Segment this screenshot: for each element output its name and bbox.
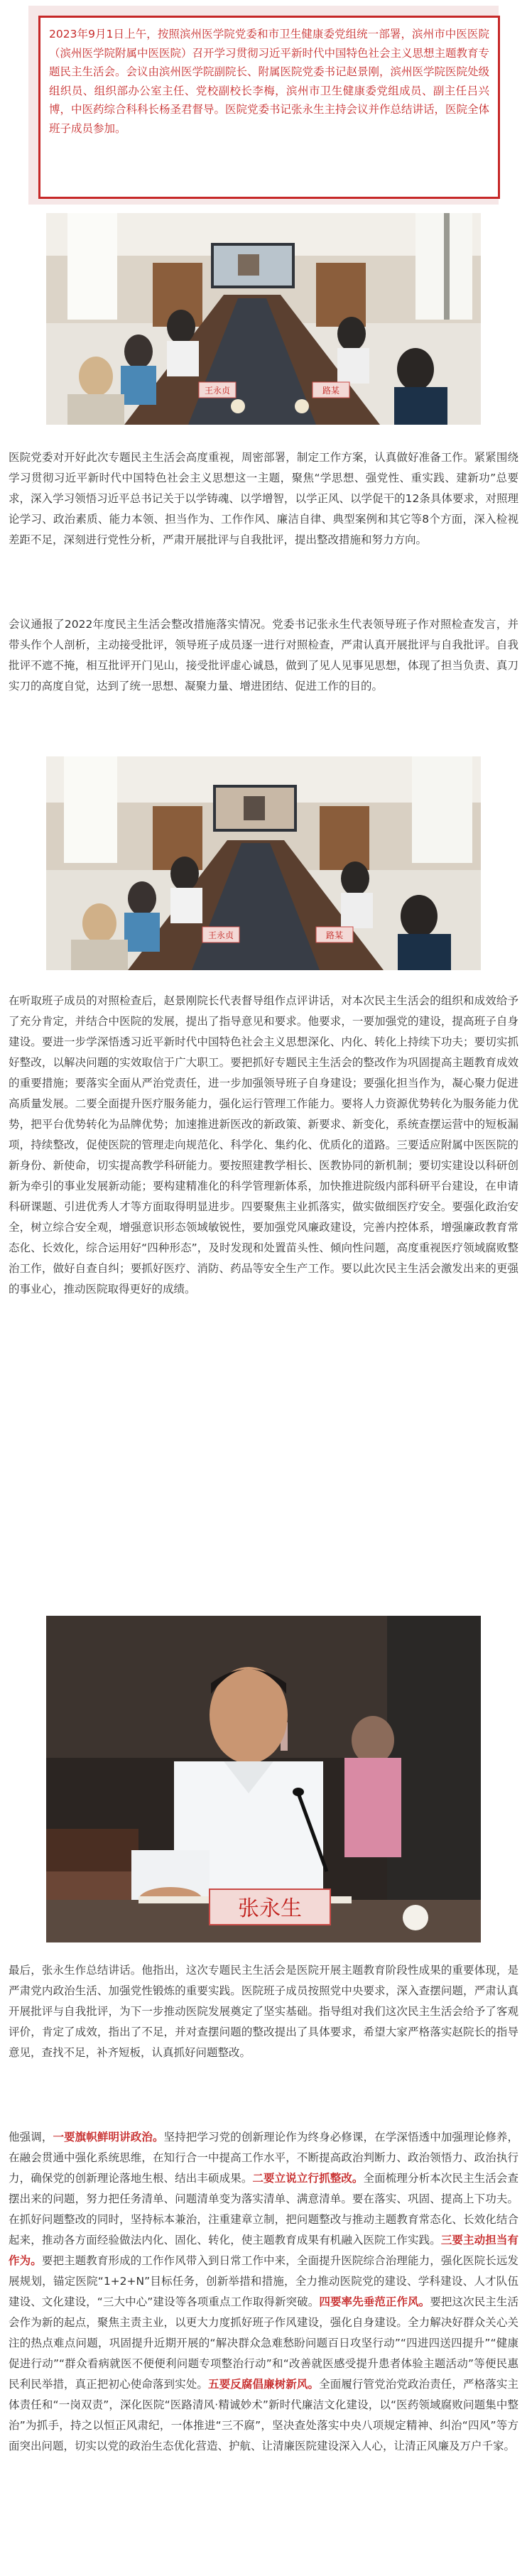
- requirement-2-text: 全面梳理分析本次民主生活会查摆出来的问题，努力把任务清单、问题清单变为落实清单、满意清单。要在落实、巩固、提高上下功夫。在抓好问题整改的同时，坚持标本兼治，注重建章立制，把问题整改与推动主题教育常态化、长效化结合起来，推动各方面经验做法内化、固化、转化，使主题教育成果有机融入医院工作实践。: [9, 2172, 518, 2246]
- requirement-5-title: 五要反腐倡廉树新风。: [207, 2378, 320, 2391]
- intro-box: [38, 16, 500, 199]
- requirement-5-text: 全面履行管党治党政治责任，严格落实主体责任和“一岗双责”，深化医院“医路清风·精诚妙术”新时代廉洁文化建设，以“医药领域腐败问题集中整治”为抓手，持之以恒正风肃纪，一体推进“三不腐”，坚决查处落实中央八项规定精神、纠治“四风”等方面突出问题，切实以党的政治生态优化营造、护航、让清廉医院建设深入人心，让清正风廉及万户千家。: [9, 2378, 518, 2452]
- paragraph-meeting-process: 会议通报了2022年度民主生活会整改措施落实情况。党委书记张永生代表领导班子作对照检查发言，并带头作个人剖析，主动接受批评，领导班子成员逐一进行对照检查，严肃认真开展批评与自我批评。自我批评不遮不掩，相互批评开门见山，接受批评虚心诚恳，做到了见人见事见思想，体现了担当负责、真刀实刀的高度自觉，达到了统一思想、凝聚力量、增进团结、促进工作的目的。: [9, 618, 518, 692]
- requirement-3-title: 三要主动担当有作为。: [9, 2234, 518, 2267]
- speaker-name-card: 张永生: [238, 1896, 302, 1921]
- requirements-lead: 他强调，: [9, 2131, 53, 2143]
- meeting-photo-1-image: [46, 213, 481, 425]
- paragraph-preparation: 医院党委对开好此次专题民主生活会高度重视，周密部署，制定工作方案，认真做好准备工作。紧紧围绕学习贯彻习近平新时代中国特色社会主义思想这一主题，聚焦“学思想、强党性、重实践、建新功”总要求，深入学习领悟习近平总书记关于以学铸魂、以学增智，以学正风、以学促干的12条具体要求，对照理论学习、政治素质、能力本领、担当作为、工作作风、廉洁自律、典型案例和其它等8个方面，深入检视差距不足，深刻进行党性分析，严肃开展批评与自我批评，提出整改措施和努力方向。: [9, 451, 518, 546]
- requirement-2-title: 二要立说立行抓整改。: [252, 2172, 364, 2185]
- speaker-photo-image: [46, 1616, 481, 1942]
- requirement-4-title: 四要率先垂范正作风。: [319, 2295, 430, 2308]
- meeting-photo-1: [46, 213, 481, 425]
- requirement-3-text: 要把主题教育形成的工作作风带入到日常工作中来，全面提升医院综合治理能力，强化医院长远发展规划，锚定医院“1+2+N”目标任务，创新举措和措施，全力推动医院党的建设、学科建设、人才队伍建设、文化建设，“三大中心”建设等各项重点工作取得新突破。: [9, 2254, 518, 2308]
- meeting-photo-2-image: [46, 756, 481, 970]
- paragraph-summary-speech: 最后，张永生作总结讲话。他指出，这次专题民主生活会是医院开展主题教育阶段性成果的重要体现，是严肃党内政治生活、加强党性锻炼的重要实践。医院班子成员按照党中央要求，深入查摆问题，严肃认真开展批评与自我批评，为下一步推动医院发展奠定了坚实基础。指导组对我们这次民主生活会给予了客观评价，肯定了成效，指出了不足，并对查摆问题的整改提出了具体要求，希望大家严格落实赵院长的指导意见，查找不足，补齐短板，认真抓好问题整改。: [9, 1964, 518, 2059]
- intro-text: 2023年9月1日上午，按照滨州医学院党委和市卫生健康委党组统一部署，滨州市中医医院（滨州医学院附属中医医院）召开学习贯彻习近平新时代中国特色社会主义思想主题教育专题民主生活会。会议由滨州医学院副院长、附属医院党委书记赵景刚，滨州医学院医院处级组织员、组织部办公室主任、党校副校长李梅，滨州市卫生健康委党组成员、副主任吕兴博，中医药综合科科长杨圣君督导。医院党委书记张永生主持会议并作总结讲话，医院全体班子成员参加。: [49, 28, 490, 135]
- name-card-3: 王永贞: [207, 930, 234, 940]
- meeting-photo-2: [46, 756, 481, 970]
- name-card-4: 路某: [325, 930, 344, 940]
- speaker-photo: [46, 1616, 481, 1942]
- intro-section: [28, 6, 499, 205]
- paragraph-supervisor-remarks: 在听取班子成员的对照检查后，赵景刚院长代表督导组作点评讲话，对本次民主生活会的组织和成效给予了充分肯定，并结合中医院的发展，提出了指导意见和要求。他要求，一要加强党的建设，提高班子自身建设。要进一步学深悟透习近平新时代中国特色社会主义思想深化、内化、转化上持续下功夫；要切实抓好整改，以解决问题的实效取信于广大职工。要把抓好专题民主生活会的整改作为巩固提高主题教育成效的重要措施；要落实全面从严治党责任，进一步加强领导班子自身建设；要强化担当作为，凝心聚力促进高质量发展。二要全面提升医疗服务能力，强化运行管理工作能力。要将人力资源优势转化为服务能力优势，把平台优势转化为品牌优势；加速推进新医改的新政策、新要求、新变化，系统查摆运营中的短板漏项，持续整改，促使医院的管理走向规范化、科学化、集约化、优质化的道路。三要适应附属中医医院的新身份、新使命，切实提高教学科研能力。要按照建教学相长、医教协同的新机制；要切实建设以科研创新为牵引的事业发展新动能；要构建精准化的科学管理新体系，加快推进院级内部科研平台建设，在申请科研课题、引进优秀人才等方面取得明显进步。四要聚焦主业抓落实，做实做细医疗安全。要强化政治安全，树立综合安全观，增强意识形态领域敏锐性，要加强党风廉政建设，完善内控体系，增强廉政教育常态化、长效化，综合运用好“四种形态”，及时发现和处置苗头性、倾向性问题，高度重视医疗领域腐败整治工作，做好自查自纠；要抓好医疗、消防、药品等安全生产工作。要以此次民主生活会激发出来的更强的事业心，推动医院取得更好的成绩。: [9, 994, 518, 1295]
- requirement-4-text: 要把这次民主生活会作为新的起点，聚焦主责主业，以更大力度抓好班子作风建设，强化自身建设。全力解决好群众关心关注的热点难点问题，巩固提升近期开展的“解决群众急难愁盼问题百日攻坚行动”“四进四送四提升”“健康促进行动”“群众看病就医不便便利问题专项整治行动”和“改善就医感受提升患者体验主题活动”等便民惠民利民举措，真正把初心使命落到实处。: [9, 2295, 518, 2391]
- name-card-2: 路某: [322, 386, 340, 396]
- name-card-1: 王永贞: [204, 386, 231, 396]
- requirement-1-text: 坚持把学习党的创新理论作为终身必修课，在学深悟透中加强理论修养，在融会贯通中强化系统思维，在知行合一中提高工作水平，不断提高政治判断力、政治领悟力、政治执行力，确保党的创新理论落地生根、结出丰硕成果。: [9, 2131, 518, 2185]
- requirement-1-title: 一要旗帜鲜明讲政治。: [53, 2131, 164, 2143]
- paragraph-five-requirements: [9, 2127, 518, 2457]
